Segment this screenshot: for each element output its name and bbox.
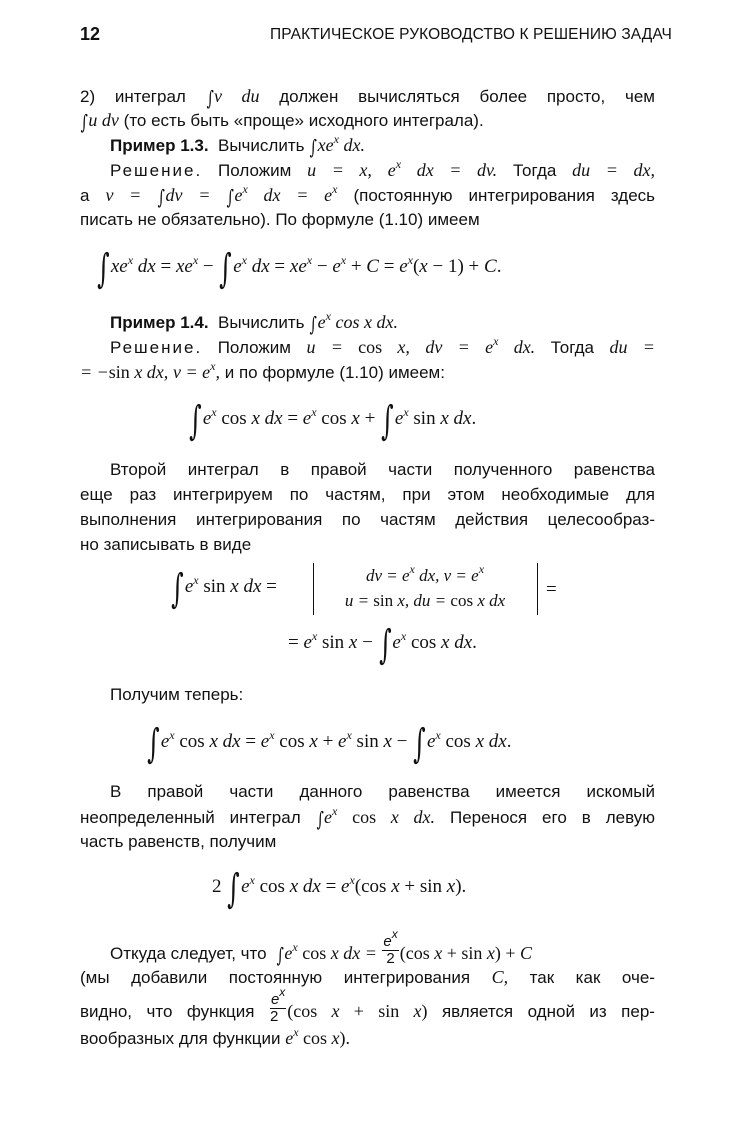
text-line: = −sin x dx, $v = e^x$, и по формуле (1.10) имеем: (80, 359, 445, 382)
text-line: выполнения интегрирования по частям действия целесообраз- (80, 510, 655, 529)
formula-3-equals: = (546, 579, 557, 600)
text-line: писать не обязательно). По формуле (1.10) имеем (80, 210, 480, 229)
text-line: вообразных для функции $e^x$ cos x). (80, 1025, 351, 1048)
text-line: видно, что функция $\frac{e^x}{2}$ (cos x + sin x) является одной из пер- (80, 985, 655, 1025)
text-line: Второй интеграл в правой части полученного равенства (110, 460, 655, 479)
text-line: В правой части данного равенства имеется искомый (110, 782, 655, 801)
substitution-row-2: u = sin x, du = cos x dx (344, 591, 506, 610)
example-1-3-heading: Пример 1.3. Вычислить $\int xe^x$ dx. (110, 132, 365, 159)
text-line: Получим теперь: (110, 685, 244, 704)
page-number: 12 (80, 24, 101, 44)
determinant-bar-left (313, 563, 314, 615)
substitution-row-1: dv = $e^x$ dx, $v = e^x$ (365, 562, 485, 585)
text-line: а $v = \int dv = \int e^x$ dx = $e^x$ (постоянную интегрирования здесь (80, 182, 655, 209)
formula-4: $\int e^x$ cos x dx = $e^x$ $\cos x + e^x$ $\sin x - \int e^x$ cos x dx. (147, 721, 512, 767)
example-1-4-heading: Пример 1.4. Вычислить $\int e^x$ cos x dx. (110, 309, 398, 336)
determinant-bar-right (537, 563, 538, 615)
text-line: Откуда следует, что $\int e^x$ cos x dx = $\frac{e^x}{2}$ (cos x + sin x) + C (110, 927, 533, 967)
formula-1: $\int xe^x$ dx = $xe^x - \int e^x$ dx = $xe^x - e^x + C = e^x(x - 1) + C$. (97, 246, 502, 292)
text-line: но записывать в виде (80, 535, 252, 554)
text-line: часть равенств, получим (80, 832, 277, 851)
text-line: Решение. Положим u = x, $e^x$ dx = dv. Тогда du = dx, (110, 157, 655, 180)
formula-3: $\int e^x$ sin x dx = (171, 566, 277, 612)
formula-3-continued: = $e^x$ $\sin x - \int e^x$ cos x dx. (288, 622, 477, 668)
formula-5: 2 $\int e^x$ cos x dx = $e^x(\cos$ x + sin x). (212, 866, 467, 912)
text-line: (мы добавили постоянную интегрирования C, так как оче- (80, 967, 655, 987)
running-title: ПРАКТИЧЕСКОЕ РУКОВОДСТВО К РЕШЕНИЮ ЗАДАЧ (270, 26, 672, 43)
text-line: еще раз интегрируем по частям, при этом необходимые для (80, 485, 655, 504)
text-line: неопределенный интеграл $\int e^x$ cos x dx. Перенося его в левую (80, 804, 655, 831)
formula-2: $\int e^x$ cos x dx = $e^x$ $\cos x + \int e^x$ sin x dx. (189, 398, 477, 444)
text-line: ∫u dv (то есть быть «проще» исходного интеграла). (80, 110, 484, 134)
text-line: 2) интеграл ∫v du должен вычисляться более просто, чем (80, 86, 655, 110)
text-line: Решение. Положим u = cos x, dv = $e^x$ dx. Тогда du = (110, 334, 655, 357)
